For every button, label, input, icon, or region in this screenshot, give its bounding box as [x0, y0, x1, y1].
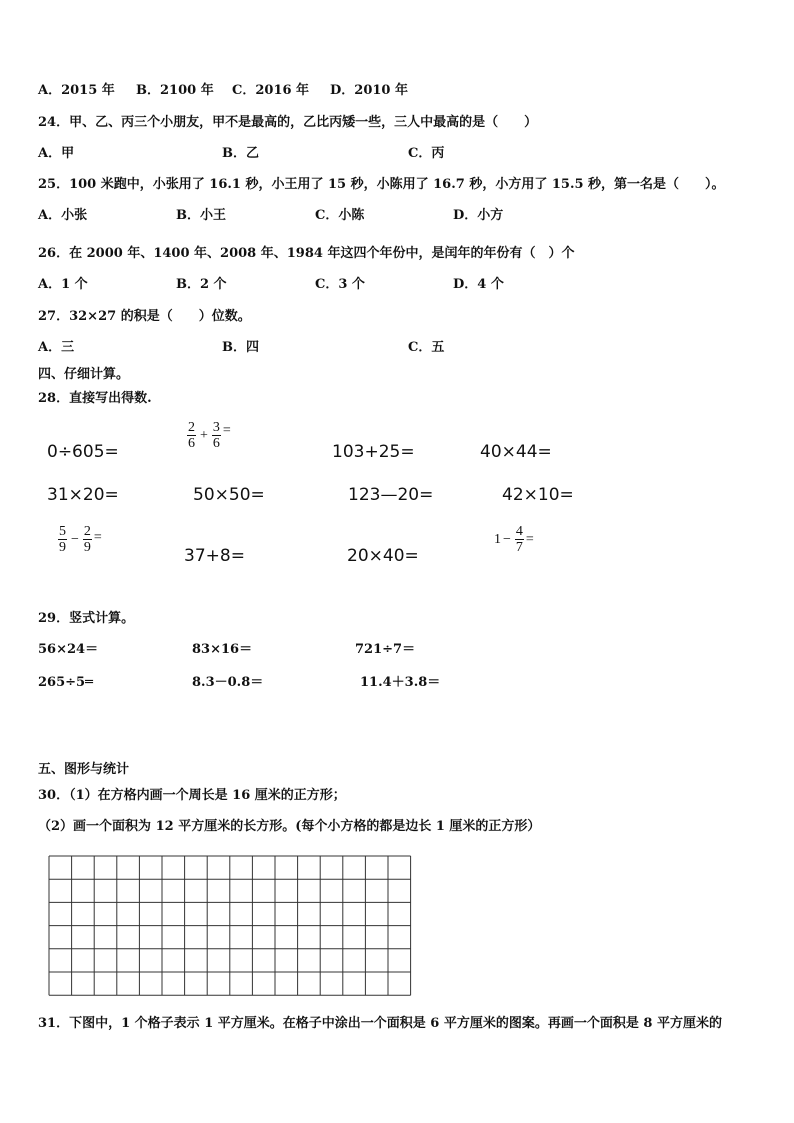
q23-option-c: C．2016 年: [232, 83, 310, 98]
fraction-denominator: 9: [59, 540, 66, 555]
vertical-calc-item: 265÷5═: [38, 675, 93, 690]
vertical-calc-item: 56×24＝: [38, 642, 99, 657]
q30-line-1: 30．（1）在方格内画一个周长是 16 厘米的正方形；: [38, 788, 346, 803]
fraction-expression-2: [56, 524, 102, 555]
q23-option-b: B．2100 年: [136, 83, 214, 98]
equals-sign: =: [525, 531, 534, 547]
calc-item: 20×40=: [347, 546, 419, 566]
section-4-heading: 四、仔细计算。: [38, 367, 130, 382]
calc-item: 103+25=: [332, 442, 415, 462]
operator: +: [200, 427, 208, 443]
section-5-heading: 五、图形与统计: [38, 762, 130, 777]
operator: −: [71, 531, 79, 547]
q25-stem: 25．100 米跑中，小张用了 16.1 秒，小王用了 15 秒，小陈用了 16.7 秒，小方用了 15.5 秒，第一名是（ ）。: [38, 177, 725, 192]
whole-number: 1: [494, 531, 501, 547]
q25-option-d: D．小方: [453, 208, 504, 223]
fraction-numerator: 2: [83, 524, 91, 539]
fraction-expression-3: [494, 524, 534, 555]
q23-option-d: D．2010 年: [330, 83, 408, 98]
q23-option-a: A．2015 年: [38, 83, 115, 98]
q27-stem: 27．32×27 的积是（ ）位数。: [38, 309, 251, 324]
q26-option-b: B．2 个: [176, 277, 227, 292]
q24-option-a: A．甲: [38, 146, 75, 161]
q27-option-c: C．五: [408, 340, 445, 355]
q27-option-b: B．四: [222, 340, 259, 355]
q24-option-c: C．丙: [408, 146, 445, 161]
fraction-numerator: 4: [515, 524, 523, 539]
vertical-calc-item: 8.3－0.8＝: [192, 675, 264, 690]
q24-stem: 24．甲、乙、丙三个小朋友，甲不是最高的，乙比丙矮一些，三人中最高的是（ ）: [38, 115, 538, 130]
q30-line-2: （2）画一个面积为 12 平方厘米的长方形。(每个小方格的都是边长 1 厘米的正方形）: [38, 819, 541, 834]
q31-stem: 31．下图中，1 个格子表示 1 平方厘米。在格子中涂出一个面积是 6 平方厘米的图案。再画一个面积是 8 平方厘米的: [38, 1016, 722, 1031]
q25-option-a: A．小张: [38, 208, 88, 223]
fraction-numerator: 2: [188, 420, 195, 435]
q26-option-d: D．4 个: [453, 277, 504, 292]
operator: −: [503, 531, 511, 547]
vertical-calc-item: 721÷7＝: [355, 642, 416, 657]
q29-stem: 29．竖式计算。: [38, 611, 135, 626]
fraction-numerator: 3: [212, 420, 220, 435]
calc-item: 37+8=: [184, 546, 245, 566]
q25-option-c: C．小陈: [315, 208, 365, 223]
fraction-numerator: 5: [59, 524, 66, 539]
fraction-denominator: 7: [515, 540, 523, 555]
fraction-denominator: 6: [188, 436, 195, 451]
q24-option-b: B．乙: [222, 146, 259, 161]
fraction-expression-1: [185, 420, 231, 451]
fraction-denominator: 6: [212, 436, 220, 451]
fraction-denominator: 9: [83, 540, 91, 555]
q27-option-a: A．三: [38, 340, 75, 355]
q25-option-b: B．小王: [176, 208, 226, 223]
calc-item: 31×20=: [47, 485, 119, 505]
q26-option-c: C．3 个: [315, 277, 365, 292]
equals-sign: =: [93, 529, 102, 545]
vertical-calc-item: 11.4＋3.8＝: [360, 675, 441, 690]
q26-stem: 26．在 2000 年、1400 年、2008 年、1984 年这四个年份中，是闰年的年份有（ ）个: [38, 246, 575, 261]
calc-item: 123—20=: [348, 485, 434, 505]
vertical-calc-item: 83×16＝: [192, 642, 253, 657]
calc-item: 50×50=: [193, 485, 265, 505]
calc-item: 42×10=: [502, 485, 574, 505]
q28-stem: 28．直接写出得数.: [38, 391, 152, 406]
calc-item: 40×44=: [480, 442, 552, 462]
calc-item: 0÷605=: [47, 442, 119, 462]
q26-option-a: A．1 个: [38, 277, 88, 292]
equals-sign: =: [222, 422, 231, 438]
square-grid: [48, 855, 413, 997]
